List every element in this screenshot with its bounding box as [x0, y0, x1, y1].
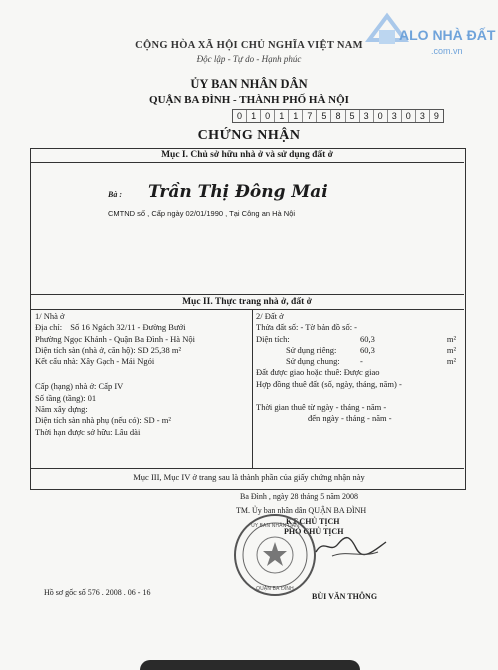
- page-edge-shadow: [140, 660, 360, 670]
- serial-digit: 5: [346, 110, 360, 122]
- serial-digit: 0: [261, 110, 275, 122]
- serial-digit: 3: [416, 110, 430, 122]
- serial-digit: 3: [388, 110, 402, 122]
- serial-digit: 7: [303, 110, 317, 122]
- handwritten-signature: [312, 532, 392, 562]
- owner-prefix: Bà :: [108, 190, 122, 199]
- national-motto: Độc lập - Tự do - Hạnh phúc: [196, 54, 302, 64]
- area-value: 60,3: [360, 333, 375, 344]
- shared-use-row: [256, 356, 460, 367]
- svg-text:QUẬN BA ĐÌNH: QUẬN BA ĐÌNH: [256, 586, 294, 592]
- signer-name: BÙI VĂN THÔNG: [312, 592, 378, 601]
- structure: Kết cấu nhà: Xây Gạch - Mái Ngói: [35, 356, 155, 367]
- serial-digit: 0: [374, 110, 388, 122]
- for-chair: KT CHỦ TỊCH: [286, 517, 340, 526]
- house-info: [35, 311, 249, 438]
- certificate-serial-boxes: [232, 109, 444, 123]
- svg-text:.com.vn: .com.vn: [431, 46, 463, 56]
- shared-use-unit: m²: [446, 356, 456, 367]
- issuer-title: ỦY BAN NHÂN DÂN: [190, 77, 308, 91]
- floor-area: Diện tích sàn (nhà ở, căn hộ): SD 25,38 m²: [35, 344, 182, 355]
- district-title: QUẬN BA ĐÌNH - THÀNH PHỐ HÀ NỘI: [149, 94, 349, 106]
- serial-digit: 0: [233, 110, 247, 122]
- id-card-line: CMTND số , Cấp ngày 02/01/1990 , Tại Công an Hà Nội: [108, 209, 296, 218]
- address-label: Địa chỉ:: [35, 322, 63, 333]
- lease-to: đến ngày - tháng - năm -: [308, 413, 392, 424]
- serial-digit: 9: [433, 111, 439, 121]
- land-info: [256, 311, 460, 425]
- lease-from: Thời gian thuê từ ngày - tháng - năm -: [256, 402, 387, 413]
- serial-digit: 0: [402, 110, 416, 122]
- area-row: [256, 334, 460, 345]
- private-use-value: 60,3: [360, 344, 375, 355]
- column-divider: [252, 310, 253, 468]
- section1-heading: Mục I. Chủ sở hữu nhà ở và sử dụng đất ở: [30, 148, 464, 163]
- serial-digit: 1: [247, 110, 261, 122]
- area-label: Diện tích:: [256, 333, 290, 344]
- record-number: Hồ sơ gốc số 576 . 2008 . 06 - 16: [44, 588, 151, 597]
- parcel-info: Thửa đất số: - Tờ bản đồ số: -: [256, 322, 358, 333]
- divider: [30, 309, 464, 310]
- land-allocation: Đất được giao hoặc thuê: Được giao: [256, 367, 380, 378]
- private-use-label: Sử dụng riêng:: [286, 344, 337, 355]
- section2-heading: Mục II. Thực trang nhà ở, đất ở: [182, 297, 312, 307]
- serial-digit: 1: [289, 110, 303, 122]
- serial-digit: 8: [331, 110, 345, 122]
- house-grade: Cấp (hạng) nhà ở: Cấp IV: [35, 381, 124, 392]
- lease-contract: Hợp đồng thuê đất (số, ngày, tháng, năm) -: [256, 378, 402, 389]
- svg-text:ỦY BAN NHÂN DÂN: ỦY BAN NHÂN DÂN: [251, 523, 299, 529]
- owner-name: Trần Thị Đông Mai: [148, 182, 328, 202]
- private-use-unit: m²: [446, 344, 456, 355]
- private-use-row: [256, 345, 460, 356]
- serial-digit: 1: [275, 110, 289, 122]
- divider: [30, 468, 464, 469]
- place-date: Ba Đình , ngày 28 tháng 5 năm 2008: [240, 492, 358, 501]
- floors: Số tầng (tầng): 01: [35, 392, 97, 403]
- svg-text:ALO NHÀ ĐẤT: ALO NHÀ ĐẤT: [399, 27, 496, 43]
- year-built: Năm xây dựng:: [35, 404, 88, 415]
- address-line1: Số 16 Ngách 32/11 - Đường Bưởi: [70, 322, 186, 333]
- authority: TM. Ủy ban nhân dân QUẬN BA ĐÌNH: [236, 506, 367, 515]
- attachment-note: Mục III, Mục IV ở trang sau là thành phần của giấy chứng nhận này: [133, 472, 365, 482]
- ownership-term: Thời hạn được sở hữu: Lâu dài: [35, 426, 141, 437]
- vice-chair: PHÓ CHỦ TỊCH: [284, 527, 344, 536]
- document-title: CHỨNG NHẬN: [197, 128, 301, 143]
- national-title: CỘNG HÒA XÃ HỘI CHỦ NGHĨA VIỆT NAM: [135, 40, 363, 51]
- address-line2: Phường Ngọc Khánh - Quận Ba Đình - Hà Nội: [35, 333, 195, 344]
- official-seal: [232, 512, 318, 598]
- address-row: [35, 322, 249, 333]
- serial-digit: 3: [360, 110, 374, 122]
- shared-use-label: Sử dụng chung:: [286, 356, 340, 367]
- area-unit: m²: [446, 333, 456, 344]
- shared-use-value: -: [360, 356, 363, 367]
- serial-digit: 5: [317, 110, 331, 122]
- land-title: 2/ Đất ở: [256, 311, 284, 321]
- sub-floor-area: Diện tích sàn nhà phụ (nếu có): SD - m²: [35, 415, 171, 426]
- house-title: 1/ Nhà ở: [35, 311, 65, 321]
